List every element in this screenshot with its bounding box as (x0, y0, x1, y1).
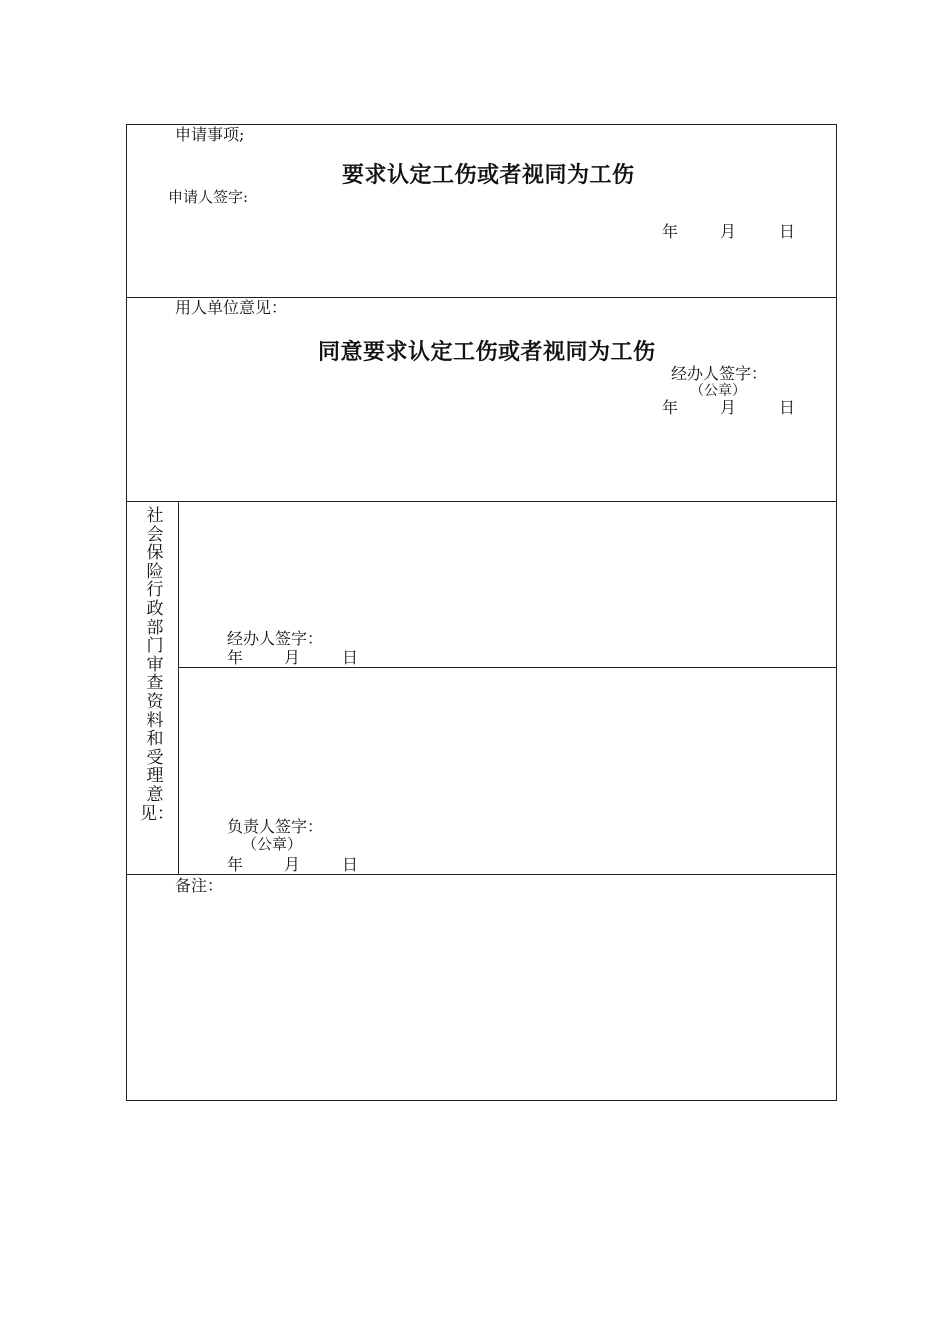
date-month: 月 (720, 222, 737, 241)
applicant-signature-label: 申请人签字: (168, 188, 249, 206)
date-month: 月 (720, 398, 737, 417)
date-day: 日 (342, 648, 359, 667)
divider-remarks (126, 874, 837, 875)
date-day: 日 (779, 222, 796, 241)
divider-review-inner (178, 667, 837, 668)
date-year: 年 (227, 855, 244, 874)
application-label: 申请事项; (175, 125, 245, 144)
review-handler-signature-label: 经办人签字： (227, 629, 324, 648)
divider-review-side (178, 501, 179, 874)
application-content: 要求认定工伤或者视同为工伤 (342, 162, 635, 188)
date-day: 日 (342, 855, 359, 874)
employer-opinion-label: 用人单位意见： (175, 298, 288, 317)
employer-seal-label: （公章） (690, 383, 746, 399)
employer-opinion-content: 同意要求认定工伤或者视同为工伤 (318, 339, 656, 365)
review-chief-seal-label: （公章） (242, 835, 303, 853)
date-month: 月 (284, 648, 301, 667)
date-year: 年 (227, 648, 244, 667)
date-year: 年 (662, 222, 679, 241)
review-chief-signature-label: 负责人签字： (227, 817, 324, 836)
date-month: 月 (284, 855, 301, 874)
form-table (126, 124, 837, 1101)
date-day: 日 (779, 398, 796, 417)
remarks-label: 备注： (175, 876, 224, 895)
divider-employer (126, 501, 837, 502)
review-side-label: 社会保险行政部门审查资料和受理意见： (140, 506, 174, 824)
date-year: 年 (662, 398, 679, 417)
employer-signature-label: 经办人签字： (671, 364, 768, 383)
